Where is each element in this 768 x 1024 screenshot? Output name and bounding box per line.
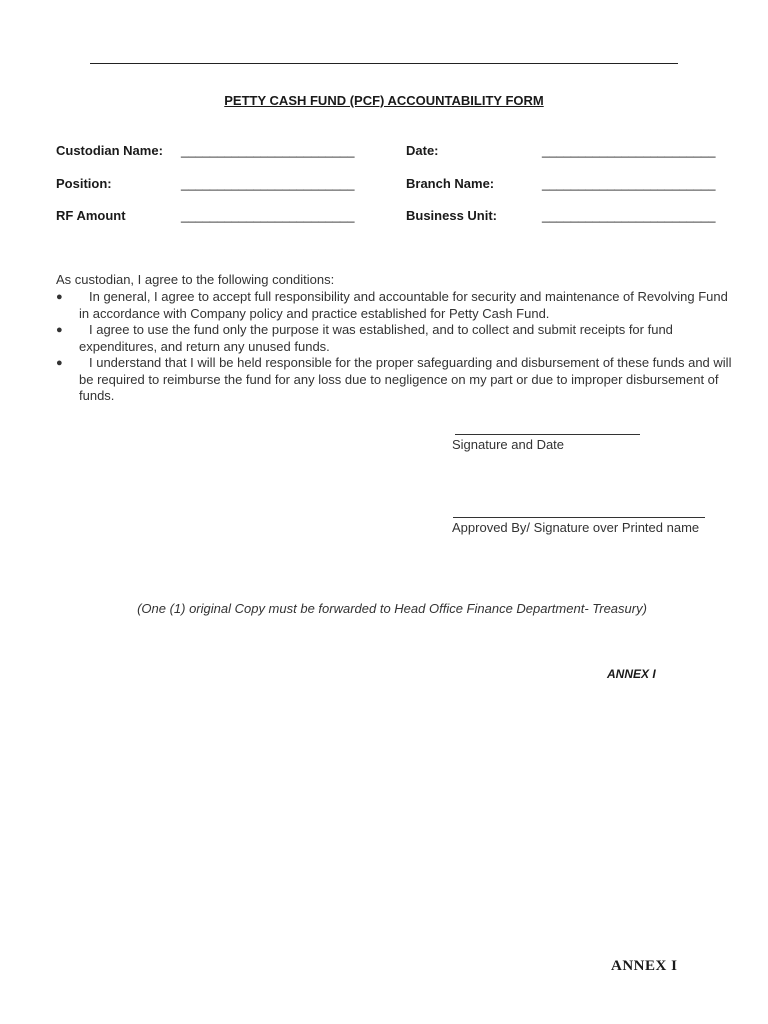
rf-amount-label: RF Amount	[56, 208, 126, 223]
branch-name-field[interactable]: ________________________	[542, 176, 716, 191]
signature-date-caption: Signature and Date	[452, 437, 565, 452]
custodian-name-field[interactable]: ________________________	[181, 143, 355, 158]
condition-item	[56, 355, 736, 405]
conditions-intro: As custodian, I agree to the following conditions:	[56, 272, 335, 287]
condition-text: I agree to use the fund only the purpose it was established, and to collect and submit receipts for fund expenditures, and return any unused funds.	[79, 322, 673, 354]
condition-item	[56, 289, 736, 322]
condition-text: I understand that I will be held responsible for the proper safeguarding and disbursement of these funds and will be required to reimburse the fund for any loss due to negligence on my part or due to improper disbursement of funds.	[79, 355, 732, 403]
conditions-list	[56, 289, 736, 405]
bullet-icon: ●	[56, 291, 63, 303]
header-rule	[90, 63, 678, 64]
branch-name-label: Branch Name:	[406, 176, 495, 191]
rf-amount-field[interactable]: ________________________	[181, 208, 355, 223]
bullet-icon: ●	[56, 357, 63, 369]
business-unit-field[interactable]: ________________________	[542, 208, 716, 223]
condition-item	[56, 322, 736, 355]
annex-label: ANNEX I	[607, 667, 656, 681]
position-label: Position:	[56, 176, 112, 191]
condition-text: In general, I agree to accept full responsibility and accountable for security and maintenance of Revolving Fund in accordance with Company policy and practice established for Petty Cash Fund.	[79, 289, 728, 321]
date-field[interactable]: ________________________	[542, 143, 716, 158]
bullet-icon: ●	[56, 324, 63, 336]
forwarding-note: (One (1) original Copy must be forwarded to Head Office Finance Department- Treasury)	[137, 601, 647, 616]
signature-date-line[interactable]	[455, 434, 640, 435]
business-unit-label: Business Unit:	[406, 208, 498, 223]
position-field[interactable]: ________________________	[181, 176, 355, 191]
approved-by-caption: Approved By/ Signature over Printed name	[452, 520, 700, 535]
form-title-text: PETTY CASH FUND (PCF) ACCOUNTABILITY FORM	[224, 93, 544, 108]
form-title	[0, 93, 768, 108]
date-label: Date:	[406, 143, 439, 158]
custodian-name-label: Custodian Name:	[56, 143, 163, 158]
approved-by-line[interactable]	[453, 517, 705, 518]
annex-footer-label: ANNEX I	[611, 958, 678, 974]
